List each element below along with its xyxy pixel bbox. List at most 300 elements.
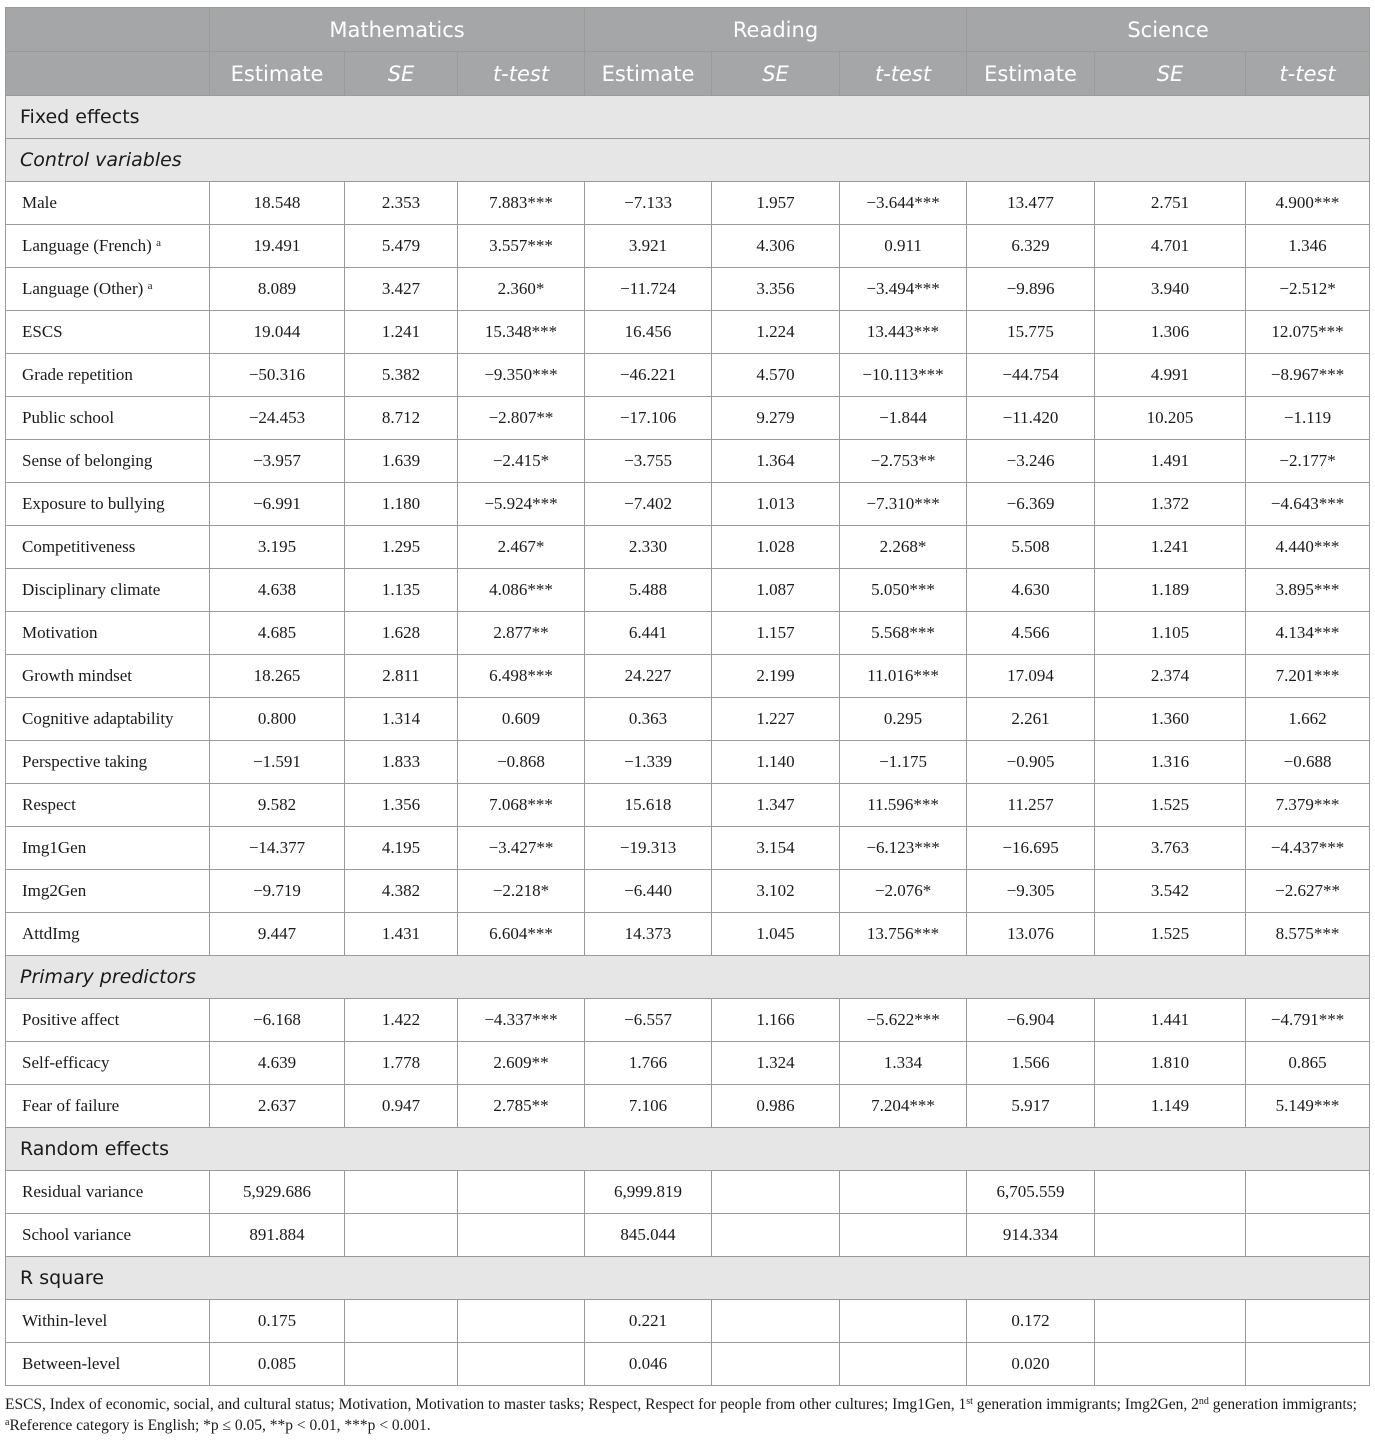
table-cell: 5.568***: [840, 612, 967, 655]
table-cell: 1.045: [712, 913, 840, 956]
table-cell: 4.566: [967, 612, 1095, 655]
table-cell: −9.719: [210, 870, 345, 913]
table-cell: −3.427**: [458, 827, 585, 870]
row-label: Residual variance: [6, 1171, 210, 1214]
table-cell: 1.105: [1095, 612, 1246, 655]
table-cell: −4.643***: [1246, 483, 1370, 526]
table-cell: −3.755: [585, 440, 712, 483]
table-row: [6, 354, 1370, 397]
table-cell: 3.542: [1095, 870, 1246, 913]
footnote-marker: a: [156, 237, 161, 249]
table-row: [6, 569, 1370, 612]
table-cell: 4.570: [712, 354, 840, 397]
table-cell: −2.627**: [1246, 870, 1370, 913]
table-row: [6, 526, 1370, 569]
table-cell: 0.865: [1246, 1042, 1370, 1085]
table-row: [6, 1042, 1370, 1085]
table-cell: −2.807**: [458, 397, 585, 440]
section-label: Random effects: [6, 1128, 1370, 1171]
section-label: R square: [6, 1257, 1370, 1300]
table-cell: [1246, 1300, 1370, 1343]
table-cell: 1.166: [712, 999, 840, 1042]
table-row: [6, 870, 1370, 913]
table-cell: 5.382: [345, 354, 458, 397]
table-cell: 845.044: [585, 1214, 712, 1257]
table-cell: 4.630: [967, 569, 1095, 612]
table-cell: 7.106: [585, 1085, 712, 1128]
table-cell: −2.218*: [458, 870, 585, 913]
table-cell: 8.712: [345, 397, 458, 440]
table-cell: 2.785**: [458, 1085, 585, 1128]
row-label: Positive affect: [6, 999, 210, 1042]
table-cell: 5.050***: [840, 569, 967, 612]
table-cell: −10.113***: [840, 354, 967, 397]
table-cell: 2.330: [585, 526, 712, 569]
table-cell: 1.957: [712, 182, 840, 225]
table-cell: 1.346: [1246, 225, 1370, 268]
table-row: [6, 440, 1370, 483]
row-label: Language (Other) $^a$: [6, 268, 210, 311]
table-cell: 0.295: [840, 698, 967, 741]
table-row: [6, 311, 1370, 354]
table-cell: 9.582: [210, 784, 345, 827]
table-cell: 2.609**: [458, 1042, 585, 1085]
table-cell: 1.224: [712, 311, 840, 354]
row-label: Within-level: [6, 1300, 210, 1343]
table-cell: 0.947: [345, 1085, 458, 1128]
header-t-test: t-test: [458, 52, 585, 96]
table-cell: 1.149: [1095, 1085, 1246, 1128]
table-cell: 914.334: [967, 1214, 1095, 1257]
table-cell: 13.443***: [840, 311, 967, 354]
table-cell: 7.379***: [1246, 784, 1370, 827]
table-cell: 2.467*: [458, 526, 585, 569]
table-cell: 1.306: [1095, 311, 1246, 354]
table-cell: 1.241: [345, 311, 458, 354]
table-cell: −3.644***: [840, 182, 967, 225]
table-cell: −5.622***: [840, 999, 967, 1042]
table-cell: [712, 1171, 840, 1214]
section-label: Control variables: [6, 139, 1370, 182]
row-label: Public school: [6, 397, 210, 440]
header-estimate: Estimate: [585, 52, 712, 96]
table-row: [6, 1214, 1370, 1257]
table-cell: −50.316: [210, 354, 345, 397]
section-row-fixed-effects: [6, 96, 1370, 139]
table-cell: [345, 1214, 458, 1257]
row-label: Respect: [6, 784, 210, 827]
table-cell: 7.201***: [1246, 655, 1370, 698]
table-cell: 1.431: [345, 913, 458, 956]
table-row: [6, 655, 1370, 698]
table-cell: 15.775: [967, 311, 1095, 354]
table-cell: 24.227: [585, 655, 712, 698]
table-row: [6, 397, 1370, 440]
table-cell: 1.227: [712, 698, 840, 741]
table-cell: 3.557***: [458, 225, 585, 268]
table-cell: 7.204***: [840, 1085, 967, 1128]
table-cell: 1.157: [712, 612, 840, 655]
table-cell: −9.896: [967, 268, 1095, 311]
table-cell: 4.991: [1095, 354, 1246, 397]
table-row: [6, 1343, 1370, 1386]
table-cell: 0.085: [210, 1343, 345, 1386]
table-cell: 6,705.559: [967, 1171, 1095, 1214]
table-cell: [840, 1171, 967, 1214]
table-cell: [345, 1171, 458, 1214]
header-estimate: Estimate: [210, 52, 345, 96]
table-cell: 4.382: [345, 870, 458, 913]
table-cell: 1.324: [712, 1042, 840, 1085]
table-cell: 1.135: [345, 569, 458, 612]
table-cell: −17.106: [585, 397, 712, 440]
table-cell: −14.377: [210, 827, 345, 870]
table-cell: 3.102: [712, 870, 840, 913]
table-cell: 1.241: [1095, 526, 1246, 569]
table-cell: 1.525: [1095, 784, 1246, 827]
table-cell: 2.811: [345, 655, 458, 698]
section-label: Primary predictors: [6, 956, 1370, 999]
table-cell: 6.498***: [458, 655, 585, 698]
table-cell: −0.688: [1246, 741, 1370, 784]
table-cell: −19.313: [585, 827, 712, 870]
table-cell: [1246, 1171, 1370, 1214]
table-cell: 0.172: [967, 1300, 1095, 1343]
table-cell: [1095, 1343, 1246, 1386]
table-cell: 1.087: [712, 569, 840, 612]
table-cell: −7.133: [585, 182, 712, 225]
row-label: Img1Gen: [6, 827, 210, 870]
table-cell: −0.868: [458, 741, 585, 784]
table-cell: 1.334: [840, 1042, 967, 1085]
table-cell: 18.265: [210, 655, 345, 698]
table-cell: −4.791***: [1246, 999, 1370, 1042]
header-empty-cell: [6, 52, 210, 96]
table-cell: 8.575***: [1246, 913, 1370, 956]
regression-table: [5, 7, 1370, 1386]
table-row: [6, 698, 1370, 741]
table-cell: 15.618: [585, 784, 712, 827]
header-mathematics: Mathematics: [210, 8, 585, 52]
table-cell: 4.701: [1095, 225, 1246, 268]
row-label: Sense of belonging: [6, 440, 210, 483]
table-cell: [458, 1171, 585, 1214]
table-cell: 2.353: [345, 182, 458, 225]
table-cell: 5.917: [967, 1085, 1095, 1128]
table-cell: 14.373: [585, 913, 712, 956]
table-cell: [458, 1343, 585, 1386]
table-cell: 2.751: [1095, 182, 1246, 225]
header-se: SE: [345, 52, 458, 96]
row-label: Exposure to bullying: [6, 483, 210, 526]
table-cell: 1.491: [1095, 440, 1246, 483]
table-cell: −3.494***: [840, 268, 967, 311]
table-cell: 1.189: [1095, 569, 1246, 612]
table-cell: 5.508: [967, 526, 1095, 569]
table-cell: 4.134***: [1246, 612, 1370, 655]
row-label: Competitiveness: [6, 526, 210, 569]
section-row-primary-predictors: [6, 956, 1370, 999]
table-cell: 11.257: [967, 784, 1095, 827]
table-cell: [345, 1300, 458, 1343]
table-cell: 1.180: [345, 483, 458, 526]
table-cell: 4.900***: [1246, 182, 1370, 225]
table-cell: 13.076: [967, 913, 1095, 956]
header-t-test: t-test: [1246, 52, 1370, 96]
table-cell: −6.123***: [840, 827, 967, 870]
table-body: [6, 96, 1370, 1386]
table-cell: 4.086***: [458, 569, 585, 612]
row-label: Male: [6, 182, 210, 225]
table-cell: 1.628: [345, 612, 458, 655]
table-cell: 7.068***: [458, 784, 585, 827]
table-cell: 2.877**: [458, 612, 585, 655]
table-cell: 1.364: [712, 440, 840, 483]
table-cell: −1.119: [1246, 397, 1370, 440]
table-cell: −24.453: [210, 397, 345, 440]
table-cell: −2.753**: [840, 440, 967, 483]
table-cell: 1.347: [712, 784, 840, 827]
row-label: Between-level: [6, 1343, 210, 1386]
table-cell: 4.638: [210, 569, 345, 612]
table-cell: 1.356: [345, 784, 458, 827]
table-cell: −11.420: [967, 397, 1095, 440]
table-cell: 0.609: [458, 698, 585, 741]
table-cell: −2.512*: [1246, 268, 1370, 311]
table-cell: −7.402: [585, 483, 712, 526]
table-cell: −46.221: [585, 354, 712, 397]
table-cell: −3.246: [967, 440, 1095, 483]
row-label: Cognitive adaptability: [6, 698, 210, 741]
section-row-control-variables: [6, 139, 1370, 182]
table-cell: −6.991: [210, 483, 345, 526]
table-cell: 1.662: [1246, 698, 1370, 741]
table-cell: 1.639: [345, 440, 458, 483]
table-cell: −6.904: [967, 999, 1095, 1042]
table-cell: 3.356: [712, 268, 840, 311]
table-cell: 1.360: [1095, 698, 1246, 741]
table-cell: 2.261: [967, 698, 1095, 741]
row-label: Growth mindset: [6, 655, 210, 698]
header-reading: Reading: [585, 8, 967, 52]
table-cell: 6.604***: [458, 913, 585, 956]
table-cell: 891.884: [210, 1214, 345, 1257]
table-cell: 0.175: [210, 1300, 345, 1343]
table-cell: 1.833: [345, 741, 458, 784]
table-cell: 1.013: [712, 483, 840, 526]
table-row: [6, 268, 1370, 311]
table-cell: 9.279: [712, 397, 840, 440]
header-group-row: [6, 8, 1370, 52]
row-label: ESCS: [6, 311, 210, 354]
table-cell: 0.800: [210, 698, 345, 741]
table-cell: 6.329: [967, 225, 1095, 268]
table-cell: 19.044: [210, 311, 345, 354]
table-cell: −1.844: [840, 397, 967, 440]
table-cell: 1.314: [345, 698, 458, 741]
table-cell: [1246, 1214, 1370, 1257]
table-cell: 1.766: [585, 1042, 712, 1085]
section-row-r-square: [6, 1257, 1370, 1300]
row-label: Img2Gen: [6, 870, 210, 913]
table-cell: 5.488: [585, 569, 712, 612]
table-cell: 4.440***: [1246, 526, 1370, 569]
table-cell: 2.374: [1095, 655, 1246, 698]
table-cell: −11.724: [585, 268, 712, 311]
table-cell: −0.905: [967, 741, 1095, 784]
table-cell: 0.046: [585, 1343, 712, 1386]
row-label: Fear of failure: [6, 1085, 210, 1128]
header-se: SE: [712, 52, 840, 96]
table-cell: −4.437***: [1246, 827, 1370, 870]
table-cell: −44.754: [967, 354, 1095, 397]
table-cell: −3.957: [210, 440, 345, 483]
table-cell: 3.895***: [1246, 569, 1370, 612]
table-cell: −6.557: [585, 999, 712, 1042]
table-row: [6, 612, 1370, 655]
table-cell: 3.427: [345, 268, 458, 311]
table-cell: 3.921: [585, 225, 712, 268]
table-cell: 1.525: [1095, 913, 1246, 956]
header-estimate: Estimate: [967, 52, 1095, 96]
table-cell: [345, 1343, 458, 1386]
table-cell: 8.089: [210, 268, 345, 311]
row-label: Perspective taking: [6, 741, 210, 784]
row-label: AttdImg: [6, 913, 210, 956]
table-row: [6, 741, 1370, 784]
table-cell: −7.310***: [840, 483, 967, 526]
table-footnote: ESCS, Index of economic, social, and cultural status; Motivation, Motivation to master tasks; Respect, Respect for people from other cultures; Img1Gen, 1st generation immigrants; Img2Gen, 2nd generation immigrants; $^a$Reference category is English; *p ≤ 0.05, **p < 0.01, ***p < 0.001.: [5, 1396, 1357, 1434]
table-cell: 1.140: [712, 741, 840, 784]
table-cell: 5.149***: [1246, 1085, 1370, 1128]
table-cell: [1246, 1343, 1370, 1386]
table-cell: 3.154: [712, 827, 840, 870]
table-cell: 2.637: [210, 1085, 345, 1128]
header-se: SE: [1095, 52, 1246, 96]
row-label: Grade repetition: [6, 354, 210, 397]
table-cell: 15.348***: [458, 311, 585, 354]
row-label: School variance: [6, 1214, 210, 1257]
table-cell: −6.440: [585, 870, 712, 913]
table-cell: −9.305: [967, 870, 1095, 913]
table-cell: 9.447: [210, 913, 345, 956]
table-cell: 2.268*: [840, 526, 967, 569]
table-cell: −2.415*: [458, 440, 585, 483]
table-cell: [712, 1214, 840, 1257]
table-cell: 4.195: [345, 827, 458, 870]
row-label: Self-efficacy: [6, 1042, 210, 1085]
table-cell: [458, 1214, 585, 1257]
table-cell: 0.221: [585, 1300, 712, 1343]
table-cell: 12.075***: [1246, 311, 1370, 354]
header-empty-cell: [6, 8, 210, 52]
table-cell: 4.306: [712, 225, 840, 268]
table-row: [6, 1171, 1370, 1214]
table-cell: 1.316: [1095, 741, 1246, 784]
table-cell: 2.199: [712, 655, 840, 698]
table-cell: 1.566: [967, 1042, 1095, 1085]
section-label: Fixed effects: [6, 96, 1370, 139]
table-cell: 19.491: [210, 225, 345, 268]
table-cell: [1095, 1171, 1246, 1214]
table-row: [6, 1300, 1370, 1343]
table-cell: 1.372: [1095, 483, 1246, 526]
table-cell: 1.810: [1095, 1042, 1246, 1085]
table-cell: 3.763: [1095, 827, 1246, 870]
table-cell: 2.360*: [458, 268, 585, 311]
table-cell: 17.094: [967, 655, 1095, 698]
section-row-random-effects: [6, 1128, 1370, 1171]
table-cell: −6.369: [967, 483, 1095, 526]
table-row: [6, 999, 1370, 1042]
table-cell: −1.591: [210, 741, 345, 784]
table-cell: −16.695: [967, 827, 1095, 870]
table-cell: 1.422: [345, 999, 458, 1042]
table-row: [6, 827, 1370, 870]
table-cell: [458, 1300, 585, 1343]
table-cell: 18.548: [210, 182, 345, 225]
table-cell: 6.441: [585, 612, 712, 655]
table-cell: [840, 1300, 967, 1343]
table-cell: 7.883***: [458, 182, 585, 225]
table-cell: −9.350***: [458, 354, 585, 397]
table-cell: 13.477: [967, 182, 1095, 225]
table-cell: 16.456: [585, 311, 712, 354]
table-cell: 11.596***: [840, 784, 967, 827]
table-row: [6, 225, 1370, 268]
row-label: Language (French) $^a$: [6, 225, 210, 268]
table-cell: −5.924***: [458, 483, 585, 526]
table-cell: [840, 1214, 967, 1257]
table-cell: −1.175: [840, 741, 967, 784]
row-label: Motivation: [6, 612, 210, 655]
table-cell: 0.911: [840, 225, 967, 268]
table-cell: −2.076*: [840, 870, 967, 913]
header-t-test: t-test: [840, 52, 967, 96]
table-row: [6, 1085, 1370, 1128]
table-cell: [712, 1300, 840, 1343]
table-cell: 11.016***: [840, 655, 967, 698]
table-cell: 1.441: [1095, 999, 1246, 1042]
header-science: Science: [967, 8, 1370, 52]
table-cell: 5.479: [345, 225, 458, 268]
table-row: [6, 784, 1370, 827]
table-cell: 4.639: [210, 1042, 345, 1085]
table-cell: 0.986: [712, 1085, 840, 1128]
table-cell: −2.177*: [1246, 440, 1370, 483]
table-cell: 1.028: [712, 526, 840, 569]
table-cell: 13.756***: [840, 913, 967, 956]
table-cell: 4.685: [210, 612, 345, 655]
table-cell: 5,929.686: [210, 1171, 345, 1214]
table-cell: 1.295: [345, 526, 458, 569]
table-cell: 10.205: [1095, 397, 1246, 440]
table-cell: [840, 1343, 967, 1386]
table-row: [6, 913, 1370, 956]
footnote-marker: a: [147, 280, 153, 292]
table-cell: 0.363: [585, 698, 712, 741]
row-label: Disciplinary climate: [6, 569, 210, 612]
table-cell: 0.020: [967, 1343, 1095, 1386]
table-cell: 6,999.819: [585, 1171, 712, 1214]
table-cell: 3.940: [1095, 268, 1246, 311]
table-cell: [1095, 1300, 1246, 1343]
table-cell: −8.967***: [1246, 354, 1370, 397]
table-cell: −4.337***: [458, 999, 585, 1042]
table-cell: 3.195: [210, 526, 345, 569]
table-cell: [1095, 1214, 1246, 1257]
table-cell: −1.339: [585, 741, 712, 784]
